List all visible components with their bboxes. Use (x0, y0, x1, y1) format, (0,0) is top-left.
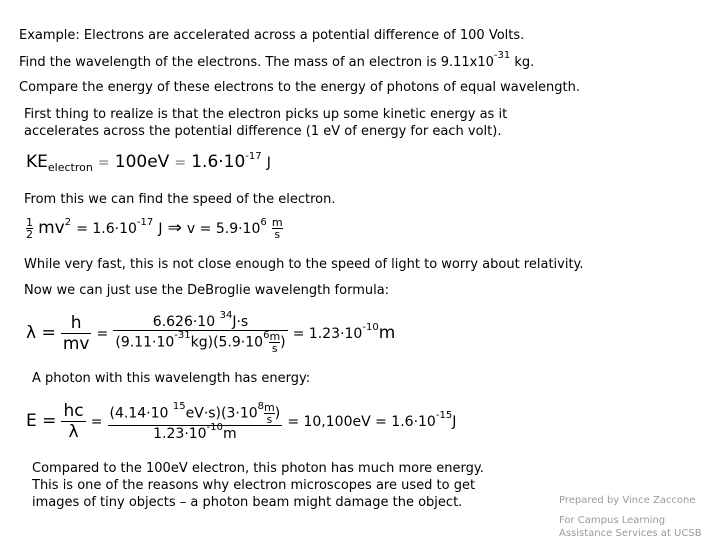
eq2-velocity-unit (272, 217, 283, 240)
eq4-num-b-exponent: 8 (257, 401, 265, 412)
paragraph-relativity: While very fast, this is not close enough to the speed of light to worry about relativity. (24, 257, 584, 272)
equation-kinetic-energy (26, 152, 271, 172)
eq1-value-j: 1.6·10 (191, 152, 246, 172)
eq4-unit-s: s (264, 413, 275, 425)
paragraph-debroglie: Now we can just use the DeBroglie wavelength formula: (24, 283, 390, 298)
intro-line-2 (19, 50, 535, 72)
eq4-num-a-exponent: 15 (172, 401, 186, 412)
eq4-num-a: (4.14·10 (109, 405, 169, 421)
eq3-h: h (70, 313, 82, 333)
eq4-num-b: eV·s)(3·10 (185, 405, 258, 421)
intro-line-2-unit: kg. (510, 55, 535, 70)
eq2-velocity-exponent: 6 (260, 217, 267, 228)
eq3-result-unit: m (378, 323, 396, 343)
eq3-den-b: kg)(5.9·10 (190, 334, 264, 350)
paragraph-kinetic-2: accelerates across the potential difference (1 eV of energy for each volt). (24, 124, 502, 139)
eq2-energy: = 1.6·10 (76, 221, 137, 237)
eq3-den-close: ) (280, 334, 286, 350)
eq4-hc-over-lambda (61, 401, 85, 442)
eq1-equals-2: = (174, 155, 187, 171)
conclusion-line-3: images of tiny objects – a photon beam might damage the object. (32, 495, 463, 510)
eq1-ke-subscript: electron (47, 161, 93, 174)
intro-line-3: Compare the energy of these electrons to the energy of photons of equal wavelength. (19, 80, 581, 95)
eq2-mv: mv (38, 218, 65, 238)
eq2-energy-exponent: -17 (136, 217, 154, 228)
eq3-mv: mv (62, 334, 90, 354)
credit-author: Prepared by Vince Zaccone (559, 495, 696, 506)
eq3-h-over-mv (61, 313, 92, 354)
equation-photon-energy (26, 401, 456, 442)
eq3-den-a: (9.11·10 (115, 334, 175, 350)
eq3-denominator (113, 330, 287, 354)
eq4-den-value: 1.23·10 (153, 425, 207, 442)
eq2-half-den: 2 (26, 228, 33, 241)
eq3-equals: = (96, 326, 109, 342)
eq4-numerator (108, 402, 283, 425)
eq1-ke: KE (26, 152, 48, 172)
eq3-den-unit-m: m (269, 329, 281, 343)
eq4-denominator (108, 421, 283, 442)
conclusion-line-2: This is one of the reasons why electron microscopes are used to get (32, 478, 476, 493)
eq1-unit: J (266, 155, 271, 171)
eq2-unit-j: J (158, 221, 163, 237)
eq4-equals: = (90, 414, 103, 430)
intro-line-2-exponent: -31 (493, 50, 511, 61)
paragraph-speed: From this we can find the speed of the electron. (24, 192, 336, 207)
eq2-velocity: v = 5.9·10 (186, 221, 261, 237)
eq1-exponent: -17 (245, 151, 262, 162)
intro-line-2-text: Find the wavelength of the electrons. The mass of an electron is 9.11x10 (19, 55, 494, 70)
eq3-result: = 1.23·10 (292, 326, 363, 342)
eq4-result: = 10,100eV = 1.6·10 (287, 414, 436, 430)
eq4-e: E = (26, 411, 57, 431)
intro-line-1: Example: Electrons are accelerated across a potential difference of 100 Volts. (19, 28, 525, 43)
eq4-lambda: λ (61, 421, 85, 442)
eq2-square: 2 (64, 217, 72, 228)
eq3-numerator (113, 309, 287, 330)
eq2-half (26, 217, 33, 240)
eq2-unit-m: m (271, 216, 283, 229)
eq4-den-unit: m (222, 425, 237, 442)
eq4-num-unit (264, 402, 275, 425)
eq2-unit-s: s (272, 228, 283, 240)
eq4-unit-m: m (264, 400, 275, 414)
paragraph-photon: A photon with this wavelength has energy: (32, 371, 311, 386)
eq4-num-close: ) (274, 405, 281, 421)
equation-speed (26, 217, 283, 240)
eq3-result-exponent: -10 (362, 322, 379, 333)
eq1-value-ev: 100eV (114, 152, 170, 172)
eq3-den-b-exponent: 6 (263, 330, 270, 341)
credit-line-3: Assistance Services at UCSB (559, 528, 702, 539)
eq3-num-unit: J·s (232, 313, 249, 330)
eq3-num-exponent: 34 (219, 309, 233, 321)
paragraph-kinetic-1: First thing to realize is that the electron picks up some kinetic energy as it (24, 107, 508, 122)
eq4-result-unit: J (452, 414, 457, 430)
eq3-main-fraction (113, 309, 287, 355)
eq4-main-fraction (108, 402, 283, 442)
eq3-den-a-exponent: -31 (174, 330, 191, 341)
eq3-num-value: 6.626·10 (152, 313, 216, 330)
eq3-lambda: λ = (26, 323, 56, 343)
eq2-implies-arrow: ⇒ (167, 218, 182, 238)
equation-wavelength (26, 309, 396, 355)
eq3-den-unit-s: s (269, 342, 280, 354)
eq1-equals: = (97, 155, 110, 171)
eq4-result-exponent: -15 (435, 410, 453, 421)
credit-line-2: For Campus Learning (559, 515, 666, 526)
conclusion-line-1: Compared to the 100eV electron, this photon has much more energy. (32, 461, 484, 476)
eq4-hc: hc (63, 401, 84, 421)
eq3-den-unit (269, 331, 280, 354)
eq2-half-num: 1 (26, 216, 33, 229)
eq4-den-exponent: -10 (206, 421, 223, 433)
